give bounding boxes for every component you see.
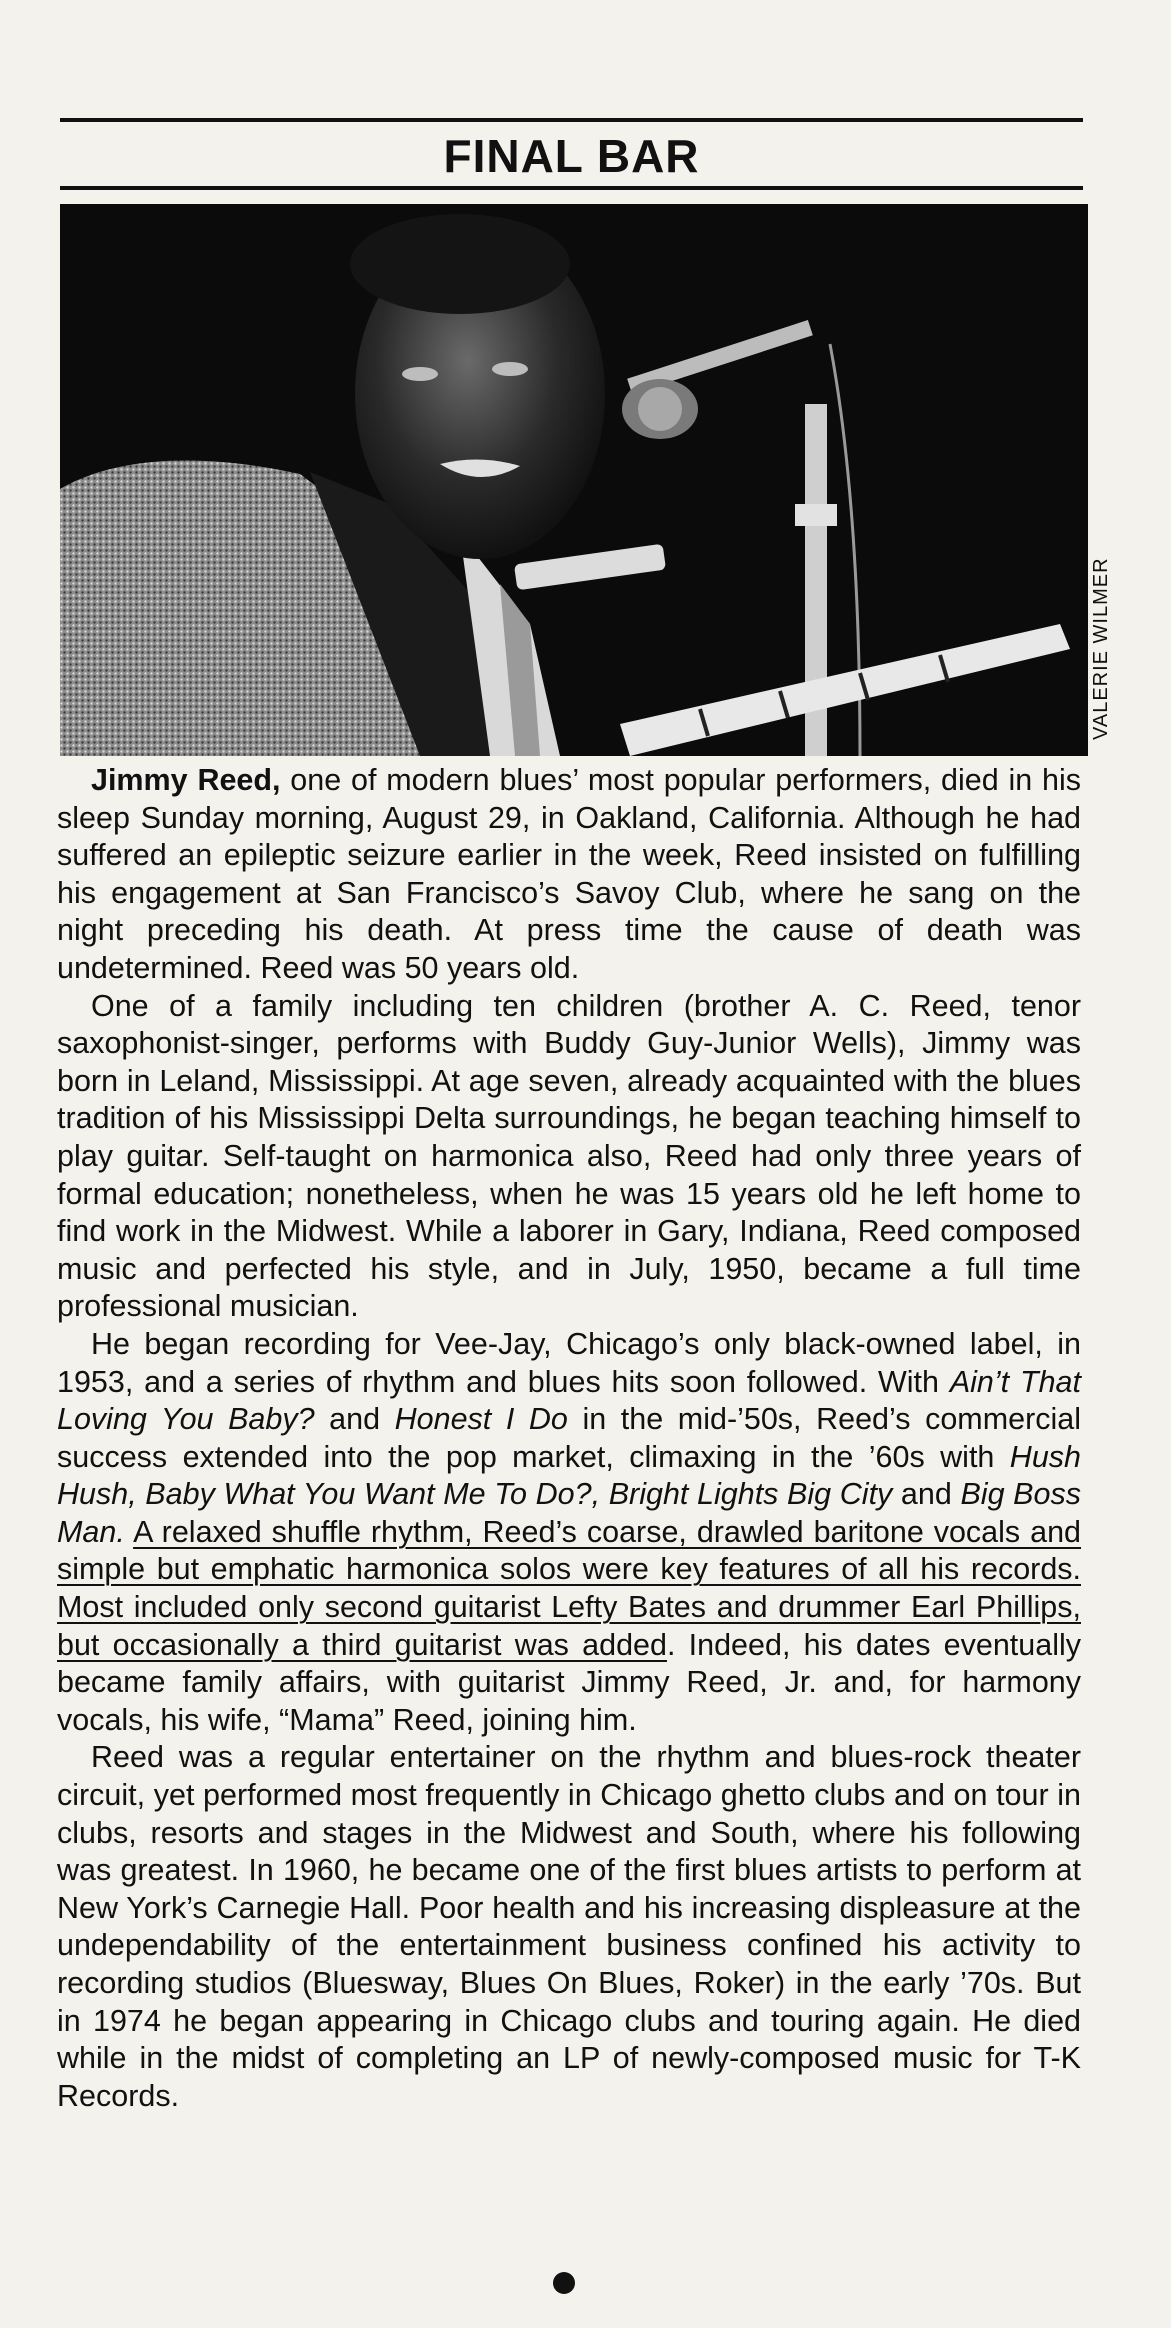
song-title: Ain’t That Loving You Baby? <box>57 1364 1081 1437</box>
paragraph-text <box>125 1515 133 1549</box>
end-bullet <box>553 2272 575 2294</box>
paragraph-text: and <box>314 1402 395 1437</box>
section-title: FINAL BAR <box>443 130 700 182</box>
article-paragraph-3 <box>57 1326 1081 1740</box>
paragraph-text: in the mid-’50s, Reed’s commercial success extended into the pop market, climaxing in the ’60s with <box>57 1402 1081 1474</box>
paragraph-text: one of modern blues’ most popular performers, died in his sleep Sunday morning, August 29, in Oakland, California. Although he had suffered an epileptic seizure earlier in the week, Reed insisted on fulfilling his engagement at San Francisco’s Savoy Club, where he sang on the night preceding his death. At press time the cause of death was undetermined. Reed was 50 years old. <box>57 763 1081 985</box>
song-title: Honest I Do <box>394 1402 568 1437</box>
photo-credit: VALERIE WILMER <box>1090 557 1112 740</box>
performer-photo <box>60 204 1088 756</box>
article-paragraph-2: One of a family including ten children (brother A. C. Reed, tenor saxophonist-singer, performs with Buddy Guy-Junior Wells), Jimmy was born in Leland, Mississippi. At age seven, already acquainted with the blues tradition of his Mississippi Delta surroundings, he began teaching himself to play guitar. Self-taught on harmonica also, Reed had only three years of formal education; nonetheless, when he was 15 years old he left home to find work in the Midwest. While a laborer in Gary, Indiana, Reed composed music and perfected his style, and in July, 1950, became a full time professional musician. <box>57 988 1081 1324</box>
paragraph-text: . Indeed, his dates eventually became family affairs, with guitarist Jimmy Reed, Jr. and, for harmony vocals, his wife, “Mama” Reed, joining him. <box>57 1627 1081 1737</box>
article-paragraph-1 <box>57 762 1081 988</box>
song-title: Big Boss Man. <box>57 1477 1081 1549</box>
paragraph-text: He began recording for Vee-Jay, Chicago’s only black-owned label, in 1953, and a series of rhythm and blues hits soon followed. With <box>57 1326 1081 1399</box>
song-title: Hush Hush, Baby What You Want Me To Do?, Bright Lights Big City <box>57 1439 1081 1512</box>
article-paragraph-4: Reed was a regular entertainer on the rhythm and blues-rock theater circuit, yet performed most frequently in Chicago ghetto clubs and on tour in clubs, resorts and stages in the Midwest and South, where his following was greatest. In 1960, he became one of the first blues artists to perform at New York’s Carnegie Hall. Poor health and his increasing displeasure at the undependability of the entertainment business confined his activity to recording studios (Bluesway, Blues On Blues, Roker) in the early ’70s. But in 1974 he began appearing in Chicago clubs and touring again. He died while in the midst of completing an LP of newly-composed music for T-K Records. <box>57 1740 1081 2113</box>
top-rule <box>60 118 1083 122</box>
handwritten-underlined-passage: A relaxed shuffle rhythm, Reed’s coarse, drawled baritone vocals and simple but emphatic harmonica solos were key features of all his records. Most included only second guitarist Lefty Bates and drummer Earl Phillips, but occasionally a third guitarist was added <box>57 1514 1082 1662</box>
obituary-article <box>57 762 1081 2115</box>
subject-name: Jimmy Reed, <box>91 763 281 797</box>
paragraph-text: and <box>892 1477 961 1512</box>
bottom-rule <box>60 186 1083 190</box>
